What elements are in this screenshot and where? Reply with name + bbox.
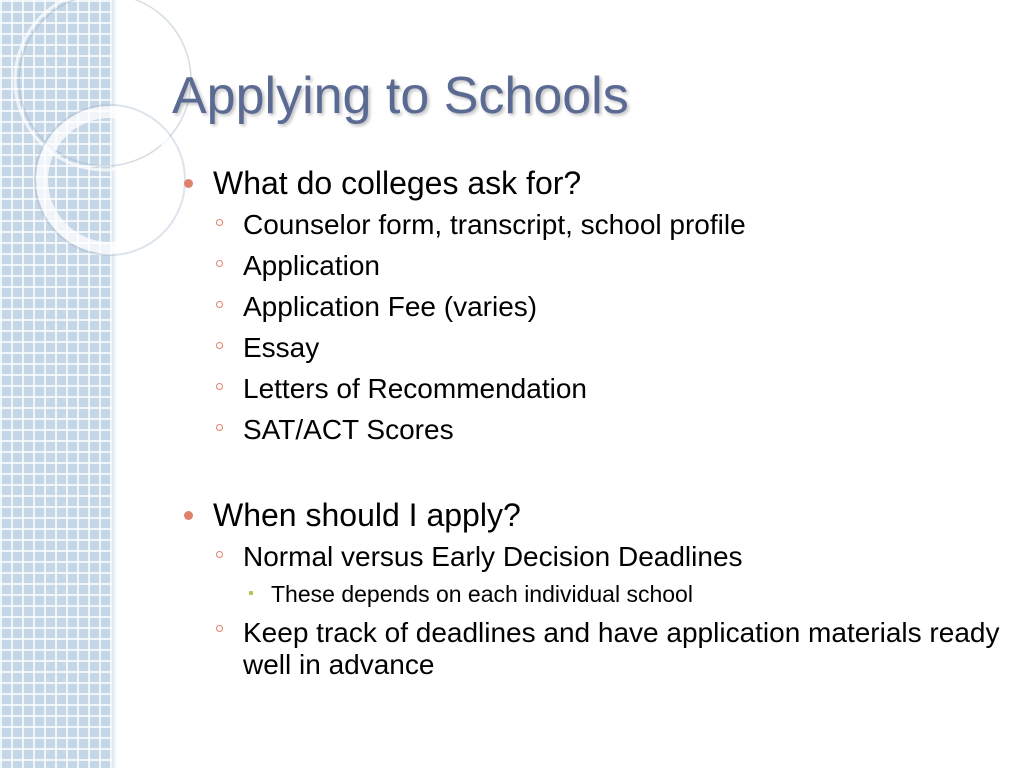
bullet-level3 [180, 577, 1010, 611]
bullet-square-icon [249, 591, 253, 595]
bullet-level2 [180, 536, 1010, 577]
bullet-text: Essay [243, 332, 320, 363]
small-ring [42, 112, 178, 248]
bullet-text: Application Fee (varies) [243, 291, 538, 322]
bullet-dot-icon [184, 179, 193, 188]
bullet-ring-icon [216, 219, 223, 226]
small-ring-shadow [35, 105, 185, 255]
bullet-text: Letters of Recommendation [243, 373, 587, 404]
bullet-text: Counselor form, transcript, school profile [243, 209, 746, 240]
bullet-level2 [180, 286, 1010, 327]
bullet-level2 [180, 245, 1010, 286]
bullet-dot-icon [184, 511, 193, 520]
bullet-level1 [180, 162, 1010, 204]
bullet-text: These depends on each individual school [271, 581, 693, 607]
slide-title: Applying to Schools [172, 67, 629, 125]
bullet-text: Normal versus Early Decision Deadlines [243, 541, 743, 572]
bullet-text: SAT/ACT Scores [243, 414, 454, 445]
bullet-text: Keep track of deadlines and have application materials ready well in advance [243, 617, 1000, 680]
bullet-ring-icon [216, 424, 223, 431]
bullet-text: When should I apply? [213, 497, 521, 533]
bullet-level1 [180, 494, 1010, 536]
bullet-level2 [180, 327, 1010, 368]
bullet-level2 [180, 611, 1010, 681]
bullet-level2 [180, 368, 1010, 409]
bullet-ring-icon [216, 301, 223, 308]
bullet-ring-icon [216, 342, 223, 349]
bullet-ring-icon [216, 260, 223, 267]
section-spacer [180, 450, 1010, 494]
bullet-ring-icon [216, 551, 223, 558]
bullet-text: Application [243, 250, 380, 281]
bullet-ring-icon [216, 625, 223, 632]
bullet-text: What do colleges ask for? [213, 165, 582, 201]
bullet-level2 [180, 409, 1010, 450]
bullet-ring-icon [216, 383, 223, 390]
slide-content [180, 162, 1010, 681]
bullet-level2 [180, 204, 1010, 245]
